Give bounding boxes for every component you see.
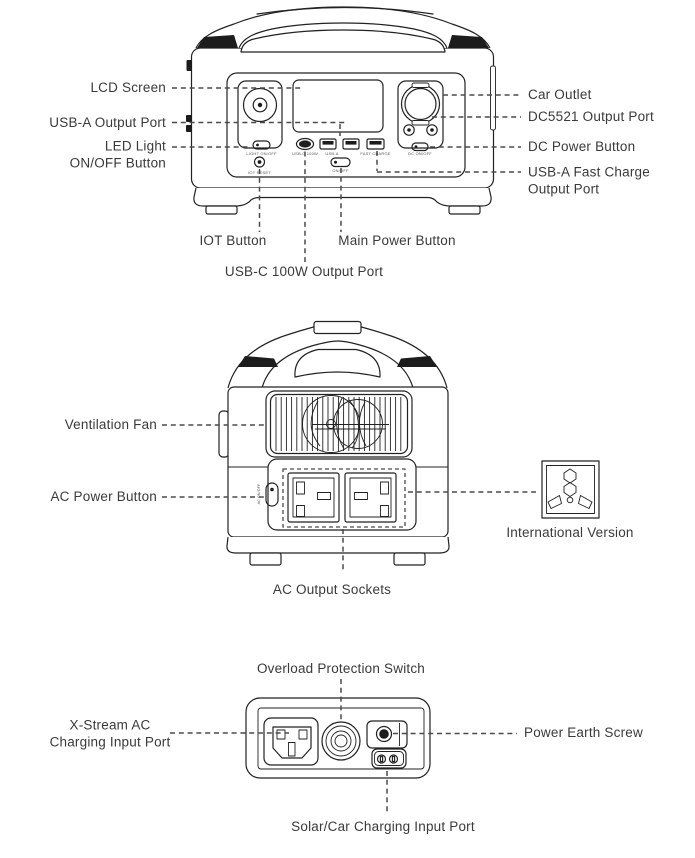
label-usb-c-output: USB-C 100W Output Port <box>224 263 384 279</box>
caption-iot-reset: IOT RESET <box>248 169 271 175</box>
label-car-outlet: Car Outlet <box>528 86 592 102</box>
label-dc-power-button: DC Power Button <box>528 138 636 154</box>
caption-ac-onoff: AC ON/OFF <box>257 483 261 505</box>
caption-light-onoff: LIGHT ON/OFF <box>246 150 277 156</box>
label-ventilation-fan: Ventilation Fan <box>64 416 157 432</box>
label-solar-car-input: Solar/Car Charging Input Port <box>291 818 475 834</box>
input-panel-drawing <box>246 698 430 778</box>
label-overload-protection-switch: Overload Protection Switch <box>256 660 426 676</box>
caption-fast-charge: FAST CHARGE <box>360 150 391 156</box>
caption-dc-onoff: DC ON/OFF <box>408 151 432 156</box>
label-led-light-button: LED Light ON/OFF Button <box>69 138 166 170</box>
label-lcd-screen: LCD Screen <box>90 79 166 95</box>
label-iot-button: IOT Button <box>199 232 267 248</box>
front-base <box>194 188 491 206</box>
caption-usb-a: USB-A <box>325 150 339 156</box>
label-international-version: International Version <box>506 524 634 540</box>
label-ac-power-button: AC Power Button <box>50 488 157 504</box>
caption-main-onoff: ON/OFF <box>332 167 349 173</box>
international-socket-icon <box>542 461 599 518</box>
front-view-drawing <box>186 7 496 214</box>
label-power-earth-screw: Power Earth Screw <box>524 724 643 740</box>
label-usb-a-output: USB-A Output Port <box>49 114 166 130</box>
label-xstream-ac-input: X-Stream AC Charging Input Port <box>49 717 171 749</box>
label-usb-a-fast-charge: USB-A Fast Charge Output Port <box>528 164 650 196</box>
caption-usb-c-100w: USB-C 100W <box>291 150 319 156</box>
back-base <box>227 537 449 553</box>
label-ac-output-sockets: AC Output Sockets <box>272 581 392 597</box>
label-dc5521: DC5521 Output Port <box>528 108 654 124</box>
label-main-power-button: Main Power Button <box>338 232 456 248</box>
